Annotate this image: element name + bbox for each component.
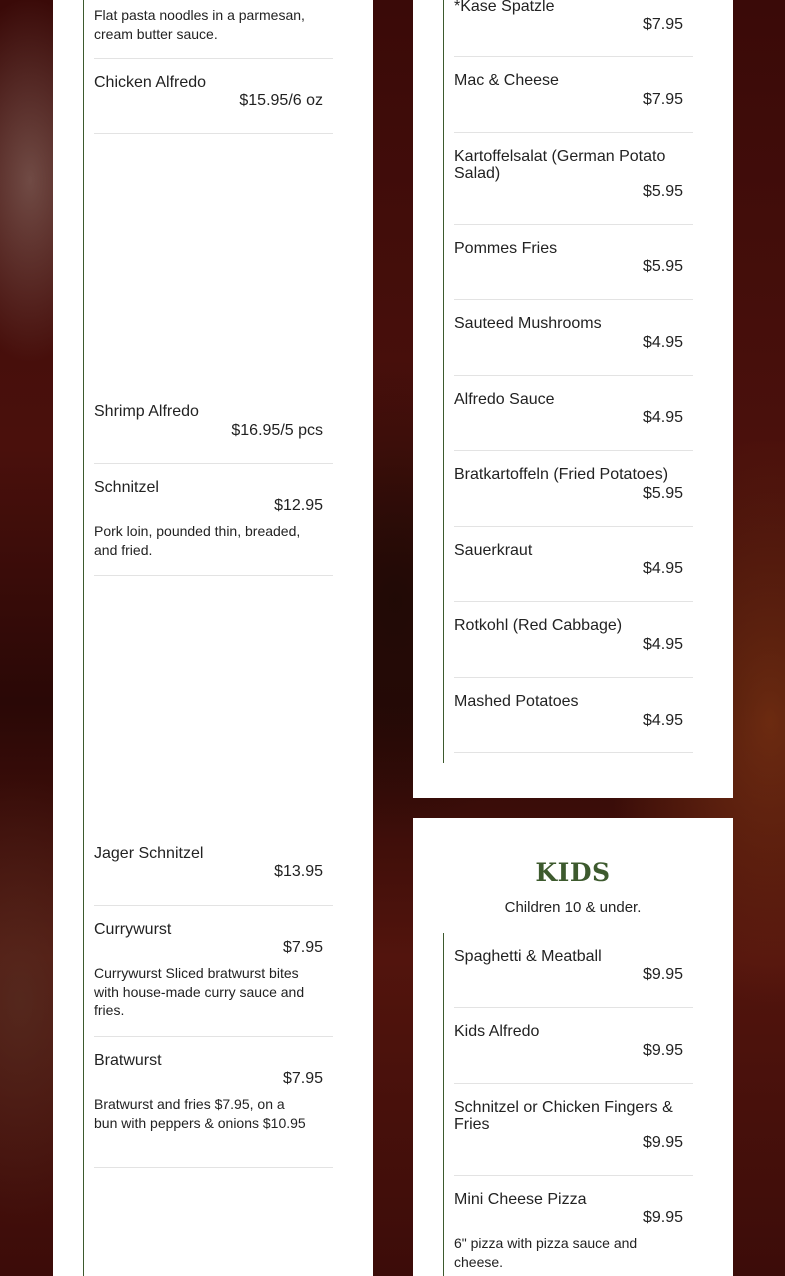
menu-item (454, 677, 693, 753)
menu-item-name: Sauteed Mushrooms (454, 315, 602, 332)
menu-item-price: $16.95/5 pcs (231, 422, 323, 439)
menu-item-name: Rotkohl (Red Cabbage) (454, 617, 623, 634)
section-title: KIDS (535, 858, 611, 887)
menu-item (454, 450, 693, 527)
menu-item-name: Schnitzel (94, 479, 159, 496)
menu-item-description: Currywurst Sliced bratwurst bites with house-made curry sauce and fries. (94, 965, 305, 1018)
menu-item-description: Pork loin, pounded thin, breaded, and fried. (94, 523, 301, 558)
menu-item (454, 932, 693, 1008)
menu-item-price: $5.95 (642, 485, 683, 502)
menu-item (454, 526, 693, 602)
menu-item (454, 224, 693, 300)
section-subtitle: Children 10 & under. (504, 899, 642, 916)
menu-item-price: $15.95/6 oz (239, 92, 323, 109)
menu-item-price: $12.95 (274, 497, 323, 514)
menu-item-description: 6" pizza with pizza sauce and cheese. (454, 1235, 638, 1270)
menu-item-name: Mini Cheese Pizza (454, 1191, 587, 1208)
menu-item (454, 1007, 693, 1084)
menu-item (454, 132, 693, 225)
menu-item (454, 375, 693, 451)
menu-item-name: Jager Schnitzel (94, 845, 204, 862)
menu-item-price: $9.95 (642, 966, 683, 983)
menu-item (94, 463, 333, 576)
menu-item-price: $7.95 (642, 91, 683, 108)
menu-item (454, 1175, 693, 1276)
menu-item-description: Flat pasta noodles in a parmesan, cream butter sauce. (94, 7, 305, 42)
menu-item-price: $7.95 (282, 939, 323, 956)
menu-item-name: Bratwurst (94, 1052, 162, 1069)
menu-item-price: $5.95 (642, 258, 683, 275)
menu-item-price: $9.95 (642, 1209, 683, 1226)
menu-item-name: Mac & Cheese (454, 72, 559, 89)
menu-panel-sides (413, 0, 733, 798)
menu-item-name: Bratkartoffeln (Fried Potatoes) (454, 466, 669, 483)
menu-item (94, 830, 333, 906)
menu-item-price: $4.95 (642, 334, 683, 351)
menu-item (454, 601, 693, 678)
menu-item-price: $4.95 (642, 636, 683, 653)
menu-item-name: *Kase Spatzle (454, 0, 555, 15)
menu-panel-kids (413, 818, 733, 1276)
menu-item-name: Sauerkraut (454, 542, 533, 559)
menu-item-price: $4.95 (642, 409, 683, 426)
menu-item-name: Kartoffelsalat (German Potato Salad) (454, 148, 666, 182)
menu-item-price: $9.95 (642, 1134, 683, 1151)
menu-item (454, 56, 693, 133)
menu-item-name: Chicken Alfredo (94, 74, 207, 91)
menu-item-name: Pommes Fries (454, 240, 558, 257)
menu-item-price: $7.95 (642, 16, 683, 33)
menu-item-description: Bratwurst and fries $7.95, on a bun with peppers & onions $10.95 (94, 1096, 306, 1131)
menu-panel-left (53, 0, 373, 1276)
menu-item (94, 388, 333, 464)
menu-item (94, 58, 333, 134)
menu-item (454, 299, 693, 376)
menu-item (94, 905, 333, 1037)
menu-item (454, 1083, 693, 1176)
accent-line (443, 933, 444, 1276)
menu-item (94, 0, 333, 59)
menu-item-name: Spaghetti & Meatball (454, 948, 602, 965)
menu-item-price: $5.95 (642, 183, 683, 200)
menu-item-name: Mashed Potatoes (454, 693, 579, 710)
accent-line (443, 0, 444, 763)
menu-item (454, 0, 693, 57)
menu-item-price: $9.95 (642, 1042, 683, 1059)
menu-item-price: $7.95 (282, 1070, 323, 1087)
menu-item-name: Schnitzel or Chicken Fingers & Fries (454, 1099, 673, 1133)
menu-item-price: $13.95 (274, 863, 323, 880)
menu-item-name: Kids Alfredo (454, 1023, 540, 1040)
menu-item-name: Shrimp Alfredo (94, 403, 199, 420)
accent-line (83, 0, 84, 1276)
menu-item-price: $4.95 (642, 560, 683, 577)
menu-item-price: $4.95 (642, 712, 683, 729)
menu-item-name: Alfredo Sauce (454, 391, 555, 408)
menu-item (94, 1036, 333, 1168)
menu-item-name: Currywurst (94, 921, 172, 938)
